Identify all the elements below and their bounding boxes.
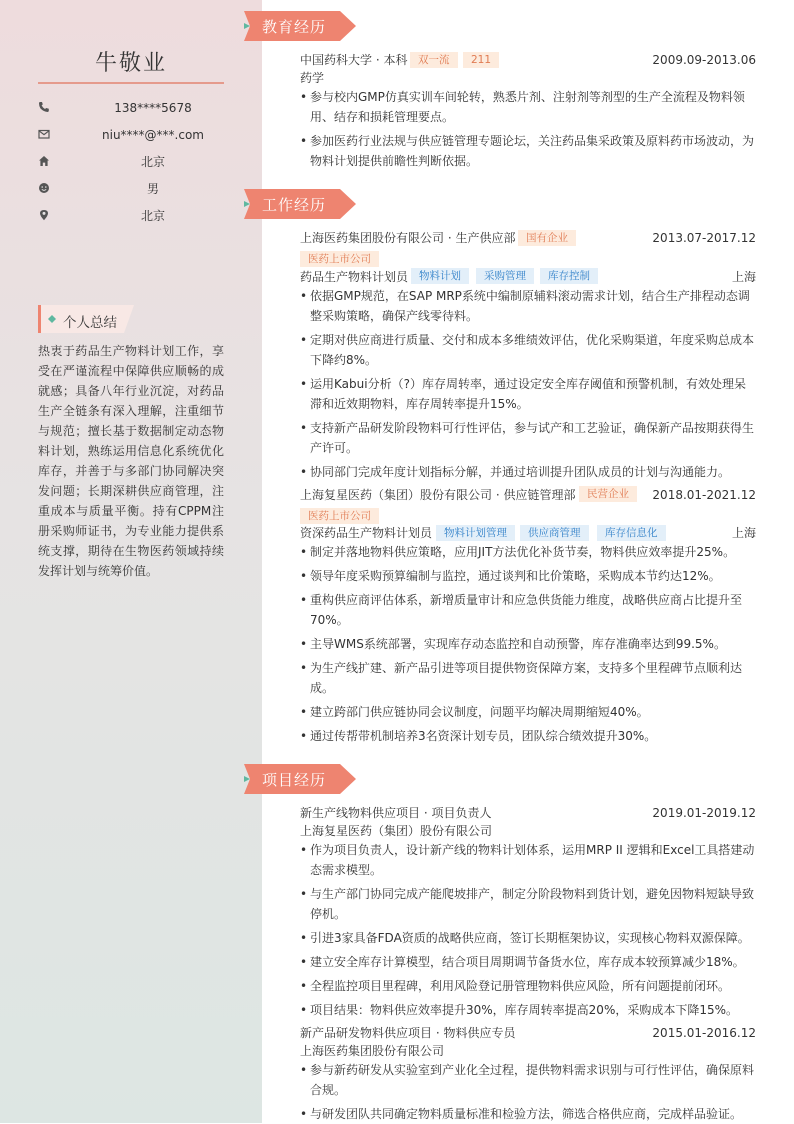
summary-text: 热衷于药品生产物料计划工作，享受在严谨流程中保障供应顺畅的成就感；具备八年行业沉淀，对药品生产全链条有深入理解，注重细节与规范；擅长基于数据制定动态物料计划，熟练运用信息化系统优化库存，并善于与多部门协同解决突发问题；长期深耕供应商管理，注重成本与质量平衡。持有CPPM注册采购师证书，为专业能力提供系统支撑，期待在生物医药领域持续发挥计划与统筹价值。 xyxy=(38,344,224,578)
contact-native xyxy=(38,207,224,225)
project-date: 2015.01-2016.12 xyxy=(652,1026,756,1040)
summary-title: 个人总结 xyxy=(63,315,117,331)
job-tag: 国有企业 xyxy=(518,230,576,246)
section-work xyxy=(244,189,358,219)
job-city: 上海 xyxy=(731,270,756,284)
sidebar xyxy=(0,0,262,1123)
edu-tag: 211 xyxy=(463,52,499,68)
edu-bullet: • 参加医药行业法规与供应链管理专题论坛，关注药品集采政策及原料药市场波动，为物料计划提供前瞻性判断依据。 xyxy=(300,134,755,168)
job-tag: 医药上市公司 xyxy=(300,251,379,267)
project-name: 新生产线物料供应项目 · 项目负责人 xyxy=(300,806,492,820)
edu-major: 药学 xyxy=(300,71,325,85)
location-icon xyxy=(38,209,50,221)
skill-tag: 库存信息化 xyxy=(597,525,666,541)
project-bullet: • 引进3家具备FDA资质的战略供应商，签订长期框架协议，实现核心物料双源保障。 xyxy=(300,931,750,945)
job-company: 上海医药集团股份有限公司 · 生产供应部 xyxy=(300,231,516,245)
skill-tag: 物料计划管理 xyxy=(436,525,515,541)
skill-tag: 库存控制 xyxy=(540,268,598,284)
job-date: 2018.01-2021.12 xyxy=(652,488,756,502)
contact-email xyxy=(38,126,224,144)
project-bullet: • 全程监控项目里程碑，利用风险登记册管理物料供应风险，所有问题提前闭环。 xyxy=(300,979,731,993)
skill-tag: 物料计划 xyxy=(411,268,469,284)
phone-icon xyxy=(38,101,50,113)
job-bullet: • 制定并落地物料供应策略，应用JIT方法优化补货节奏，物料供应效率提升25%。 xyxy=(300,545,736,559)
skill-tag: 采购管理 xyxy=(476,268,534,284)
job-bullet: • 为生产线扩建、新产品引进等项目提供物资保障方案，支持多个里程碑节点顺利达成。 xyxy=(300,661,743,695)
job-city: 上海 xyxy=(731,526,756,540)
summary-heading xyxy=(38,305,134,333)
project-bullet: • 项目结果：物料供应效率提升30%，库存周转率提高20%，采购成本下降15%。 xyxy=(300,1003,739,1017)
home-icon xyxy=(38,155,50,167)
project-bullet: • 与研发团队共同确定物料质量标准和检验方法，筛选合格供应商，完成样品验证。 xyxy=(300,1107,743,1121)
education-title: 教育经历 xyxy=(262,18,327,36)
job-bullet: • 通过传帮带机制培养3名资深计划专员，团队综合绩效提升30%。 xyxy=(300,729,657,743)
job-bullet: • 定期对供应商进行质量、交付和成本多维绩效评估，优化采购渠道，年度采购总成本下降约8%。 xyxy=(300,333,755,367)
job-bullet: • 依据GMP规范，在SAP MRP系统中编制原辅料滚动需求计划，结合生产排程动态调整采购策略，确保产线零待料。 xyxy=(300,289,750,323)
project-name: 新产品研发物料供应项目 · 物料供应专员 xyxy=(300,1026,516,1040)
native-text: 北京 xyxy=(140,209,165,223)
gender-icon xyxy=(38,182,50,194)
edu-date: 2009.09-2013.06 xyxy=(652,53,756,67)
job-tag: 民营企业 xyxy=(579,486,637,502)
job-bullet: • 运用Kabui分析（?）库存周转率，通过设定安全库存阈值和预警机制，有效处理呆滞和近效期物料，库存周转率提升15%。 xyxy=(300,377,746,411)
project-bullet: • 作为项目负责人，设计新产线的物料计划体系，运用MRP II 逻辑和Excel工具搭建动态需求模型。 xyxy=(300,843,755,877)
skill-tag: 供应商管理 xyxy=(520,525,589,541)
candidate-name: 牛敬业 xyxy=(94,51,167,76)
project-bullet: • 参与新药研发从实验室到产业化全过程，提供物料需求识别与可行性评估，确保原料合规。 xyxy=(300,1063,755,1097)
contact-phone xyxy=(38,99,224,117)
section-education xyxy=(244,11,358,41)
edu-bullet: • 参与校内GMP仿真实训车间轮转，熟悉片剂、注射剂等剂型的生产全流程及物料领用、结存和损耗管理要点。 xyxy=(300,90,745,124)
work-title: 工作经历 xyxy=(262,196,327,214)
phone-text: 138****5678 xyxy=(114,101,192,115)
job-date: 2013.07-2017.12 xyxy=(652,231,756,245)
job-bullet: • 主导WMS系统部署，实现库存动态监控和自动预警，库存准确率达到99.5%。 xyxy=(300,637,726,651)
edu-school: 中国药科大学 · 本科 xyxy=(300,53,408,67)
job-bullet: • 支持新产品研发阶段物料可行性评估，参与试产和工艺验证，确保新产品按期获得生产许可。 xyxy=(300,421,755,455)
job-tag: 医药上市公司 xyxy=(300,508,379,524)
job-bullet: • 重构供应商评估体系，新增质量审计和应急供货能力维度，战略供应商占比提升至70%。 xyxy=(300,593,743,627)
email-text: niu****@***.com xyxy=(102,128,204,142)
job-company: 上海复星医药（集团）股份有限公司 · 供应链管理部 xyxy=(300,488,576,502)
project-bullet: • 与生产部门协同完成产能爬坡排产，制定分阶段物料到货计划，避免因物料短缺导致停机。 xyxy=(300,887,755,921)
contact-location xyxy=(38,153,224,171)
job-bullet: • 建立跨部门供应链协同会议制度，问题平均解决周期缩短40%。 xyxy=(300,705,649,719)
contact-gender xyxy=(38,180,224,198)
location-text: 北京 xyxy=(140,155,165,169)
project-org: 上海复星医药（集团）股份有限公司 xyxy=(300,824,493,838)
project-bullet: • 建立安全库存计算模型，结合项目周期调节备货水位，库存成本较预算减少18%。 xyxy=(300,955,745,969)
gender-text: 男 xyxy=(146,182,159,196)
job-bullet: • 领导年度采购预算编制与监控，通过谈判和比价策略，采购成本节约达12%。 xyxy=(300,569,721,583)
job-role: 资深药品生产物料计划员 xyxy=(300,526,433,540)
edu-tag: 双一流 xyxy=(410,52,458,68)
mail-icon xyxy=(38,128,50,140)
section-projects xyxy=(244,764,358,794)
projects-title: 项目经历 xyxy=(262,771,327,789)
project-org: 上海医药集团股份有限公司 xyxy=(300,1044,445,1058)
project-date: 2019.01-2019.12 xyxy=(652,806,756,820)
job-bullet: • 协同部门完成年度计划指标分解，并通过培训提升团队成员的计划与沟通能力。 xyxy=(300,465,731,479)
job-role: 药品生产物料计划员 xyxy=(300,270,409,284)
name-divider xyxy=(38,82,224,84)
